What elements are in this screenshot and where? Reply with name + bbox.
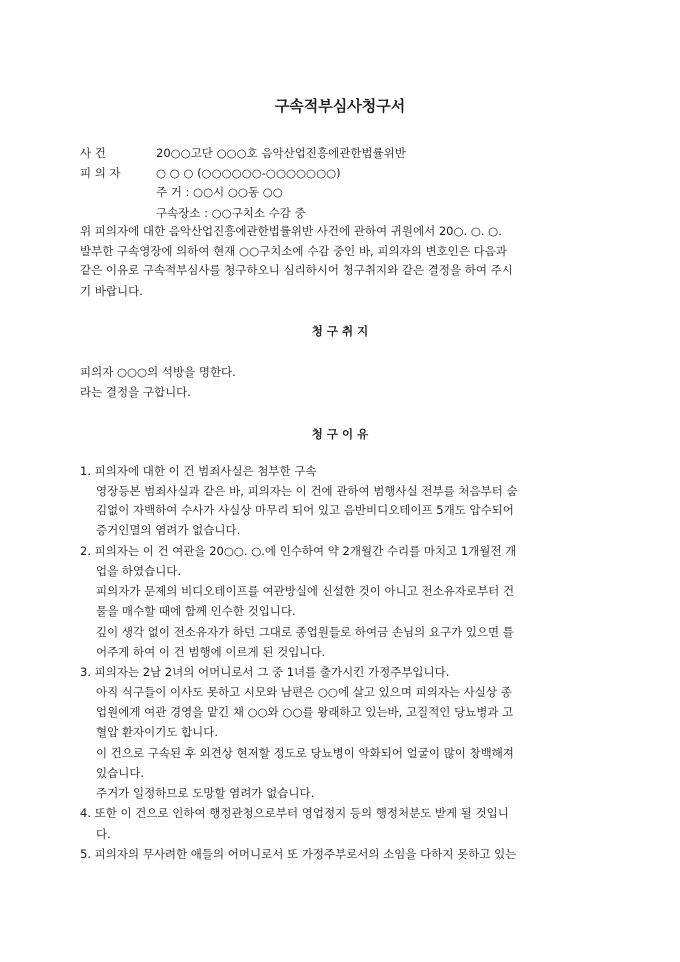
- purpose-line: 피의자 ○○○의 석방을 명한다.: [80, 365, 236, 379]
- reason-line: 업원에게 여관 경영을 맡긴 채 ○○와 ○○를 왕래하고 있는바, 고질적인 당뇨병과 고: [96, 705, 514, 719]
- reason-line: 물을 매수할 때에 함께 인수한 것입니다.: [96, 604, 296, 618]
- intro-line: 발부한 구속영장에 의하여 현재 ○○구치소에 수감 중인 바, 피의자의 변호인은 다음과: [80, 244, 507, 258]
- detention-place: 구속장소 : ○○구치소 수감 중: [156, 206, 306, 220]
- reason-line: 5. 피의자의 무사려한 애들의 어머니로서 또 가정주부로서의 소임을 다하지 못하고 있는: [80, 847, 517, 861]
- document-title: 구속적부심사청구서: [274, 97, 406, 115]
- case-label: 사 건: [80, 146, 106, 160]
- suspect-address: 주 거 : ○○시 ○○동 ○○: [156, 185, 283, 199]
- reason-line: 1. 피의자에 대한 이 건 범죄사실은 첨부한 구속: [80, 464, 317, 478]
- purpose-heading: 청 구 취 지: [311, 324, 369, 338]
- reason-line: 피의자가 문제의 비디오테이프를 여관방실에 신설한 것이 아니고 전소유자로부터 건: [96, 584, 515, 598]
- reason-line: 다.: [96, 827, 111, 841]
- reason-line: 주거가 일정하므로 도망할 염려가 없습니다.: [96, 786, 315, 800]
- reason-line: 4. 또한 이 건으로 인하여 행정관청으로부터 영업정지 등의 행정처분도 받게 될 것입니: [80, 806, 509, 820]
- purpose-line: 라는 결정을 구합니다.: [80, 385, 191, 399]
- intro-line: 같은 이유로 구속적부심사를 청구하오니 심리하시어 청구취지와 같은 결정을 하여 주시: [80, 263, 513, 277]
- reason-line: 김없이 자백하여 수사가 사실상 마무리 되어 있고 음반비디오테이프 5개도 압수되어: [96, 503, 514, 517]
- intro-line: 위 피의자에 대한 음악산업진흥에관한법률위반 사건에 관하여 귀원에서 20○. ○. ○.: [80, 224, 502, 238]
- reason-line: 어주게 하여 이 건 범행에 이르게 된 것입니다.: [96, 645, 326, 659]
- reason-line: 증거인멸의 염려가 없습니다.: [96, 523, 241, 537]
- reason-line: 이 건으로 구속된 후 외견상 현저할 정도로 당뇨병이 악화되어 얼굴이 많이 창백해져: [96, 746, 514, 760]
- reasons-heading: 청 구 이 유: [311, 427, 369, 441]
- reason-line: 2. 피의자는 이 건 여관을 20○○. ○.에 인수하여 약 2개월간 수리를 마치고 1개월전 개: [80, 544, 517, 558]
- reason-line: 영장등본 범죄사실과 같은 바, 피의자는 이 건에 관하여 범행사실 전부를 처음부터 숨: [96, 484, 518, 498]
- reason-line: 3. 피의자는 2남 2녀의 어머니로서 그 중 1녀를 출가시킨 가정주부입니다.: [80, 665, 450, 679]
- suspect-value: ○ ○ ○ (○○○○○○-○○○○○○○): [156, 166, 341, 180]
- reason-line: 혈압 환자이기도 합니다.: [96, 725, 219, 739]
- reason-line: 업을 하였습니다.: [96, 564, 182, 578]
- case-value: 20○○고단 ○○○호 음악산업진흥에관한법률위반: [156, 146, 406, 160]
- suspect-label: 피 의 자: [80, 166, 121, 180]
- reason-line: 있습니다.: [96, 766, 145, 780]
- reason-line: 깊이 생각 없이 전소유자가 하던 그대로 종업원들로 하여금 손님의 요구가 있으면 틀: [96, 625, 514, 639]
- intro-line: 기 바랍니다.: [80, 284, 143, 298]
- reason-line: 아직 식구들이 이사도 못하고 시모와 남편은 ○○에 살고 있으며 피의자는 사실상 종: [96, 685, 512, 699]
